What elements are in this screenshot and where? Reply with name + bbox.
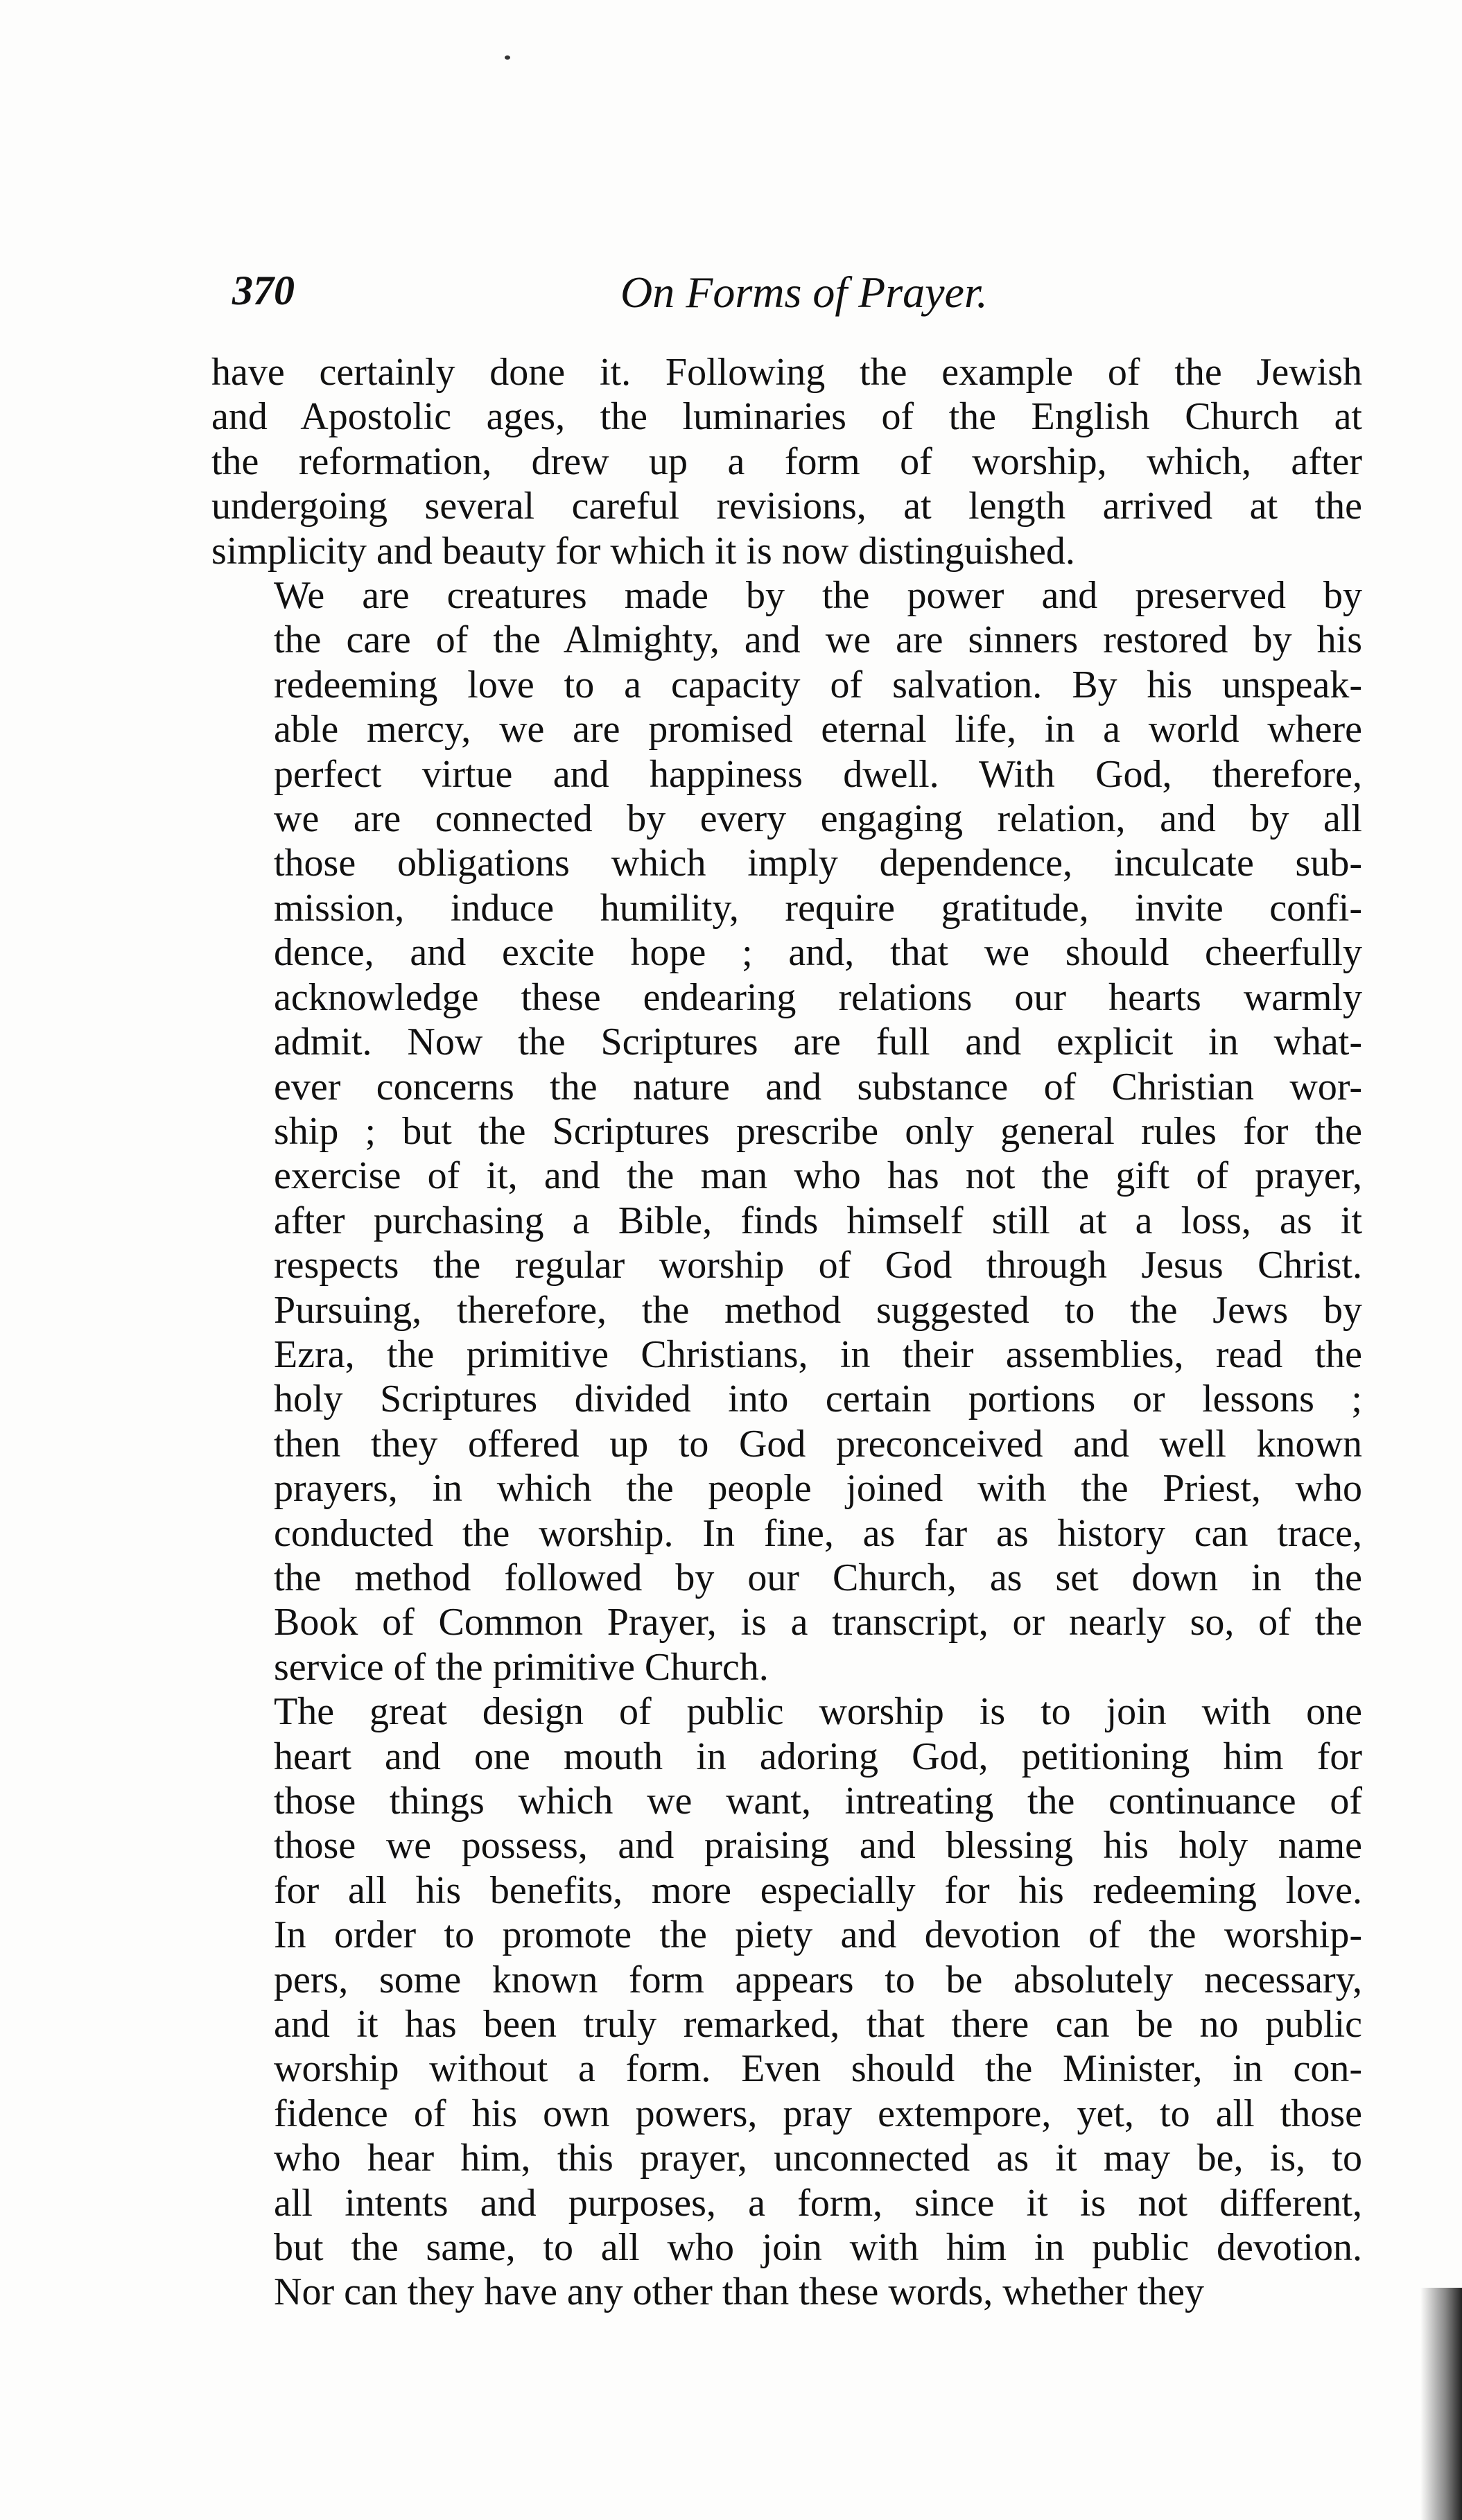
paragraph-1	[211, 350, 1362, 573]
text-line: pers, some known form appears to be absolutely necessary,	[274, 1958, 1362, 2001]
text-line: We are creatures made by the power and preserved by	[274, 574, 1362, 618]
text-line: dence, and excite hope ; and, that we should cheerfully	[274, 931, 1362, 975]
text-line: undergoing several careful revisions, at length arrived at the	[211, 485, 1362, 528]
ink-speck	[505, 55, 510, 60]
text-line: perfect virtue and happiness dwell. With God, therefore,	[274, 752, 1362, 796]
text-line: exercise of it, and the man who has not the gift of prayer,	[274, 1154, 1362, 1198]
text-line: then they offered up to God preconceived and well known	[274, 1422, 1362, 1466]
text-line: respects the regular worship of God through Jesus Christ.	[274, 1244, 1362, 1287]
text-line: simplicity and beauty for which it is now distinguished.	[211, 529, 1075, 573]
text-line: The great design of public worship is to join with one	[274, 1690, 1362, 1734]
text-line: we are connected by every engaging relation, and by all	[274, 797, 1362, 841]
text-line: Pursuing, therefore, the method suggested to the Jews by	[274, 1288, 1362, 1332]
body-text	[211, 350, 1362, 2315]
text-line: and Apostolic ages, the luminaries of the English Church at	[211, 395, 1362, 439]
text-line: all intents and purposes, a form, since it is not different,	[274, 2181, 1362, 2225]
text-line: ship ; but the Scriptures prescribe only general rules for the	[274, 1109, 1362, 1153]
text-line: Ezra, the primitive Christians, in their assemblies, read the	[274, 1332, 1362, 1376]
text-line: those things which we want, intreating the continuance of	[274, 1780, 1362, 1823]
text-line: have certainly done it. Following the example of the Jewish	[211, 351, 1362, 394]
page-binding-shadow	[1420, 2288, 1462, 2520]
running-title: On Forms of Prayer.	[620, 268, 988, 317]
text-line: service of the primitive Church.	[274, 1645, 769, 1689]
text-line: after purchasing a Bible, finds himself still at a loss, as it	[274, 1199, 1362, 1242]
text-line: but the same, to all who join with him in public devotion.	[274, 2226, 1362, 2270]
text-line: who hear him, this prayer, unconnected as it may be, is, to	[274, 2137, 1362, 2180]
text-line: conducted the worship. In fine, as far as history can trace,	[274, 1511, 1362, 1555]
text-line: the method followed by our Church, as set down in the	[274, 1556, 1362, 1599]
text-line: the care of the Almighty, and we are sinners restored by his	[274, 618, 1362, 662]
text-line: admit. Now the Scriptures are full and explicit in what-	[274, 1020, 1362, 1064]
text-line: Book of Common Prayer, is a transcript, or nearly so, of the	[274, 1601, 1362, 1644]
text-line: for all his benefits, more especially for his redeeming love.	[274, 1868, 1362, 1912]
text-line: redeeming love to a capacity of salvation. By his unspeak-	[274, 663, 1362, 706]
text-line: acknowledge these endearing relations our hearts warmly	[274, 975, 1362, 1019]
text-line: prayers, in which the people joined with the Priest, who	[274, 1467, 1362, 1511]
text-line: Nor can they have any other than these words, whether they	[274, 2270, 1204, 2314]
text-line: those we possess, and praising and blessing his holy name	[274, 1824, 1362, 1868]
text-line: holy Scriptures divided into certain portions or lessons ;	[274, 1378, 1362, 1421]
text-line: the reformation, drew up a form of worship, which, after	[211, 440, 1362, 483]
page-header	[218, 267, 1355, 329]
text-line: heart and one mouth in adoring God, petitioning him for	[274, 1735, 1362, 1778]
text-line: ever concerns the nature and substance of Christian wor-	[274, 1065, 1362, 1109]
text-line: those obligations which imply dependence, inculcate sub-	[274, 842, 1362, 885]
text-line: worship without a form. Even should the Minister, in con-	[274, 2047, 1362, 2091]
text-line: In order to promote the piety and devotion of the worship-	[274, 1913, 1362, 1957]
text-line: mission, induce humility, require gratitude, invite confi-	[274, 886, 1362, 930]
text-line: able mercy, we are promised eternal life, in a world where	[274, 708, 1362, 751]
paragraph-3	[211, 1689, 1362, 2315]
text-line: fidence of his own powers, pray extempore, yet, to all those	[274, 2092, 1362, 2135]
paragraph-2	[211, 573, 1362, 1689]
text-line: and it has been truly remarked, that there can be no public	[274, 2003, 1362, 2047]
page-number: 370	[232, 268, 295, 313]
